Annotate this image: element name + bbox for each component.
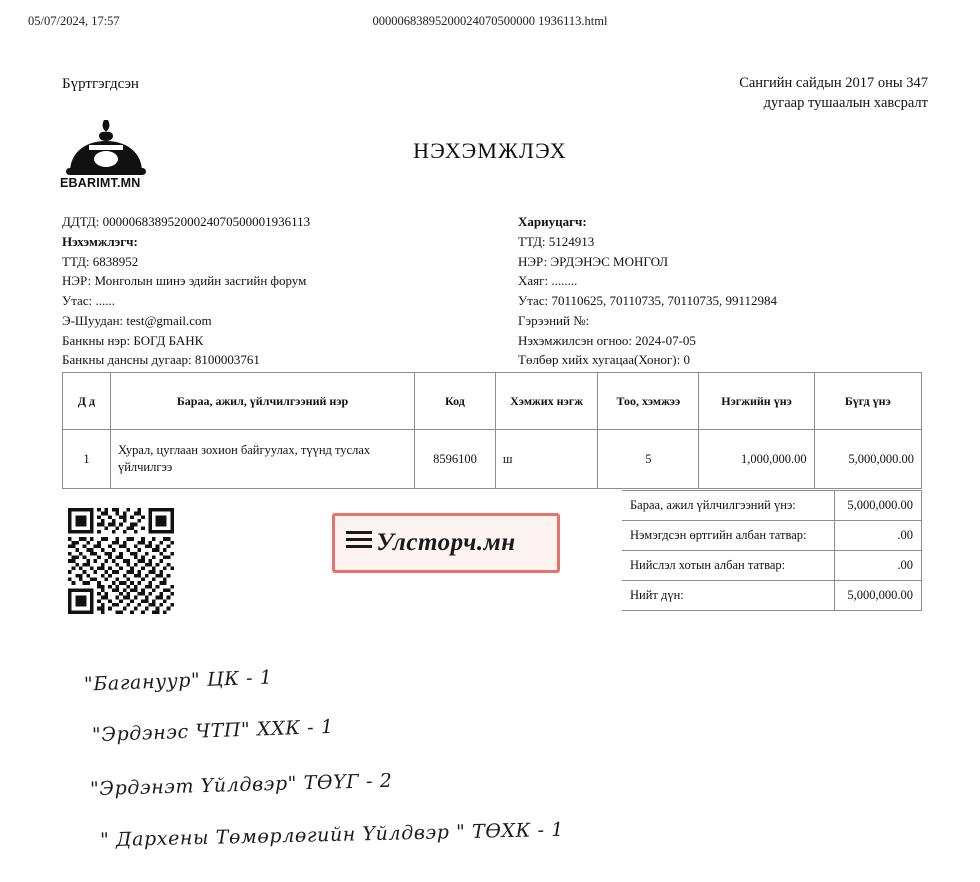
buyer-info: [518, 212, 777, 370]
buyer-payment-days: Төлбөр хийх хугацаа(Хоног): 0: [518, 352, 690, 368]
totals-row: [622, 491, 922, 521]
cell-qty: 5: [598, 430, 699, 489]
cell-code: 8596100: [415, 430, 496, 489]
print-filename: 00000683895200024070500000 1936113.html: [372, 14, 608, 28]
totals-label: Нийслэл хотын албан татвар:: [622, 550, 835, 580]
seller-ddtd: ДДТД: 00000683895200024070500001936113: [62, 214, 311, 229]
print-date: 05/07/2024, 17:57: [28, 14, 120, 28]
totals-value: .00: [835, 520, 922, 550]
cell-total: 5,000,000.00: [814, 430, 921, 489]
totals-label: Нэмэгдсэн өртгийн албан татвар:: [622, 520, 835, 550]
totals-value: 5,000,000.00: [835, 491, 922, 521]
buyer-name: НЭР: ЭРДЭНЭС МОНГОЛ: [518, 253, 669, 269]
seller-email: Э-Шуудан: test@gmail.com: [62, 312, 212, 328]
table-row: [63, 430, 922, 489]
seller-name: НЭР: Монголын шинэ эдийн засгийн форум: [62, 273, 307, 289]
buyer-address: Хаяг: ........: [518, 273, 578, 289]
stamp-text: Улсторч.мн: [376, 529, 516, 556]
totals-row: [622, 550, 922, 580]
ebarimt-logo-text: EBARIMT.MN: [60, 176, 141, 190]
seller-phone: Утас: ......: [62, 293, 115, 308]
col-code: Код: [415, 373, 496, 430]
totals-value: .00: [835, 550, 922, 580]
col-qty: Тоо, хэмжээ: [598, 373, 699, 430]
totals-table: [622, 490, 922, 611]
seller-block-title: Нэхэмжлэгч:: [62, 233, 138, 249]
totals-row: [622, 580, 922, 610]
col-name: Бараа, ажил, үйлчилгээний нэр: [110, 373, 414, 430]
col-total: Бүгд үнэ: [814, 373, 921, 430]
handwritten-line-4: " Дархены Төмөрлөгийн Үйлдвэр " ТӨХК - 1: [99, 818, 565, 852]
handwritten-line-1: "Баганууp" ЦК - 1: [83, 666, 273, 696]
decree-line-1: Сангийн сайдын 2017 оны 347: [739, 75, 928, 91]
buyer-block-title: Хариуцагч:: [518, 214, 587, 229]
items-table: [62, 372, 922, 489]
table-header-row: [63, 373, 922, 430]
seller-bank-name: Банкны нэр: БОГД БАНК: [62, 332, 204, 348]
cell-unit: ш: [495, 430, 597, 489]
page-title: НЭХЭМЖЛЭХ: [413, 138, 567, 163]
totals-label: Нийт дүн:: [622, 580, 835, 610]
decree-note: [739, 74, 928, 113]
buyer-ttd: ТТД: 5124913: [518, 233, 595, 249]
col-no: Д д: [63, 373, 111, 430]
totals-value: 5,000,000.00: [835, 580, 922, 610]
cell-price: 1,000,000.00: [699, 430, 814, 489]
buyer-invoice-date: Нэхэмжилсэн огноо: 2024-07-05: [518, 332, 696, 348]
status-badge: [332, 513, 560, 573]
cell-no: 1: [63, 430, 111, 489]
totals-label: Бараа, ажил үйлчилгээний үнэ:: [622, 491, 835, 521]
handwritten-notes: [0, 648, 980, 882]
totals-row: [622, 520, 922, 550]
decree-line-2: дугаар тушаалын хавсралт: [763, 94, 928, 111]
col-price: Нэгжийн үнэ: [699, 373, 814, 430]
cell-name: Хурал, цуглаан зохион байгуулах, түүнд туслах үйлчилгээ: [110, 430, 414, 489]
qr-code: [68, 508, 174, 614]
handwritten-line-2: "Эрдэнэс ЧТП" ХХК - 1: [91, 715, 334, 747]
handwritten-line-3: "Эрдэнэт Үйлдвэр" ТӨҮГ - 2: [89, 769, 393, 801]
seller-bank-account: Банкны дансны дугаар: 8100003761: [62, 352, 260, 368]
registered-label: Бүртгэгдсэн: [62, 76, 139, 92]
seller-ttd: ТТД: 6838952: [62, 253, 139, 269]
col-unit: Хэмжих нэгж: [495, 373, 597, 430]
seller-info: [62, 212, 310, 370]
buyer-contract-no: Гэрээний №:: [518, 312, 590, 328]
buyer-phone: Утас: 70110625, 70110735, 70110735, 99112984: [518, 293, 778, 308]
